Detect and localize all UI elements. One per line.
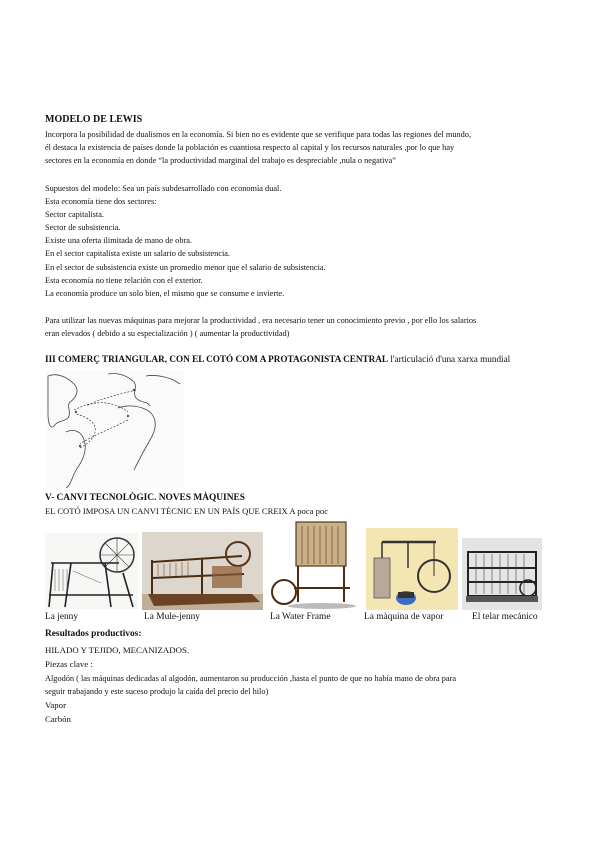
assumption-line: En el sector capitalista existe un salario de subsistencia. [45, 249, 231, 258]
results-cotton-line-1: Algodón ( las máquinas dedicadas al algodón, aumentaron su producción ,hasta el punto de que no había mano de obra para [45, 674, 457, 683]
machines-line-1: Para utilizar las nuevas máquinas para mejorar la productividad , era necesario tener un conocimiento previo , por ello los salarios [45, 316, 477, 325]
assumption-line: La economía produce un solo bien, el mismo que se consume e invierte. [45, 289, 285, 298]
lewis-intro-line-2: él destaca la existencia de países donde la población es cuantiosa respecto al capital y los recursos naturales ,por lo que hay [45, 143, 455, 152]
results-heading: Resultados productivos: [45, 629, 142, 639]
results-line-1: HILADO Y TEJIDO, MECANIZADOS. [45, 645, 190, 655]
mechanical-loom-image [462, 538, 542, 610]
water-frame-image [268, 518, 360, 610]
assumption-line: Sector de subsistencia. [45, 223, 121, 232]
results-line-2: Piezas clave : [45, 659, 93, 669]
assumption-line: Existe una oferta ilimitada de mano de obra. [45, 236, 192, 245]
lewis-title: MODELO DE LEWIS [45, 114, 143, 125]
mule-jenny-image [142, 532, 263, 610]
lewis-intro-line-3: sectores en la economía en donde “la productividad marginal del trabajo es despreciable ,nula o negativa” [45, 156, 396, 165]
machines-line-2: eran elevados ( debido a su especialización ) ( aumentar la productividad) [45, 329, 290, 338]
caption-water-frame: La Water Frame [270, 612, 331, 622]
assumption-line: Sector capitalista. [45, 210, 104, 219]
caption-mule-jenny: La Mule-jenny [144, 612, 200, 622]
spinning-jenny-image [45, 533, 138, 609]
assumption-line: Esta economía no tiene relación con el exterior. [45, 276, 203, 285]
triangular-trade-map [46, 370, 184, 488]
section-5-heading: V- CANVI TECNOLÒGIC. NOVES MÀQUINES [45, 493, 245, 503]
caption-steam-engine: La màquina de vapor [364, 612, 444, 622]
caption-jenny: La jenny [45, 612, 79, 622]
section-3-heading [45, 354, 510, 365]
results-cotton-line-2: seguir trabajando y este suceso produjo la caída del precio del hilo) [45, 687, 269, 696]
caption-mechanical-loom: El telar mecánico [472, 612, 538, 622]
section-5-subheading: EL COTÓ IMPOSA UN CANVI TÈCNIC EN UN PAÍS QUE CREIX A poca poc [45, 506, 329, 516]
results-vapor: Vapor [45, 700, 67, 710]
lewis-intro-line-1: Incorpora la posibilidad de dualismos en la economía. Si bien no es evidente que se verifique para todas las regiones del mundo, [45, 130, 472, 139]
assumption-line: Supuestos del modelo: Sea un país subdesarrollado con economía dual. [45, 184, 282, 193]
section-3-heading-rest: l'articulació d'una xarxa mundial [388, 354, 511, 364]
results-coal: Carbón [45, 714, 71, 724]
section-3-heading-bold: III COMERÇ TRIANGULAR, CON EL COTÓ COM A PROTAGONISTA CENTRAL [45, 354, 389, 364]
assumption-line: Esta economía tiene dos sectores: [45, 197, 157, 206]
steam-engine-image [366, 528, 458, 610]
assumption-line: En el sector de subsistencia existe un promedio menor que el salario de subsistencia. [45, 263, 326, 272]
